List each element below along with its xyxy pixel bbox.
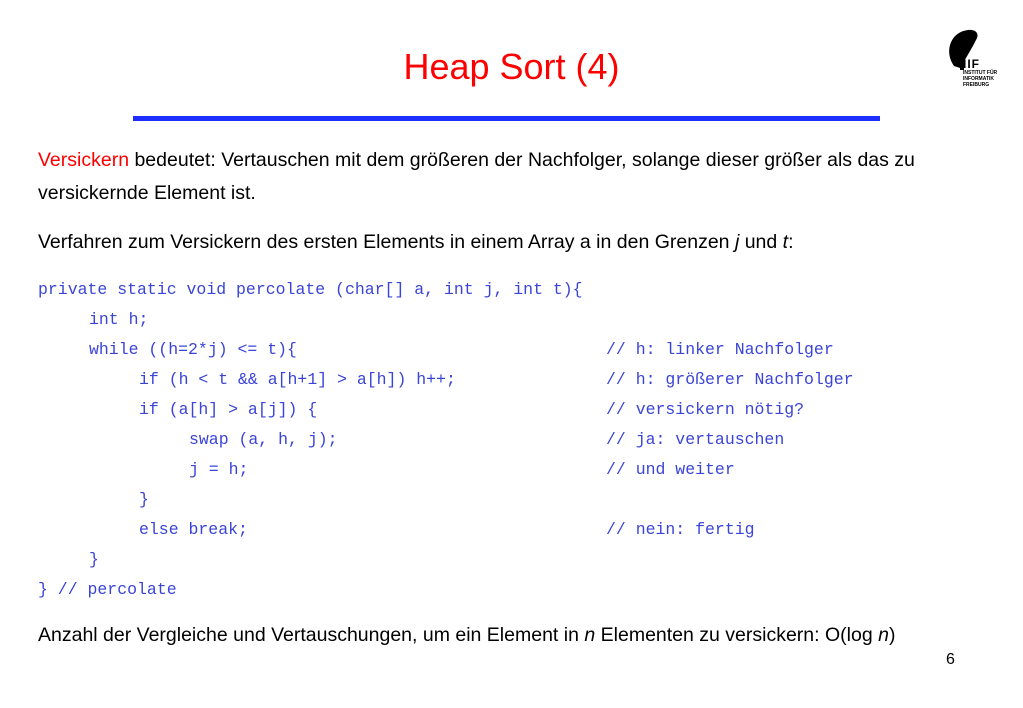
- complexity-text-1: Anzahl der Vergleiche und Vertauschungen, um ein Element in: [38, 624, 585, 646]
- procedure-text-1: Verfahren zum Versickern des ersten Elements in einem Array a in den Grenzen: [38, 231, 735, 253]
- code-line: if (h < t && a[h+1] > a[h]) h++;: [139, 370, 456, 389]
- complexity-text-3: ): [888, 624, 896, 646]
- page-number: 6: [946, 651, 955, 668]
- logo-line-1: INSTITUT FÜR: [963, 70, 998, 76]
- code-comment: // ja: vertauschen: [606, 430, 785, 449]
- code-comment: // und weiter: [606, 460, 735, 479]
- code-line: else break;: [139, 520, 248, 539]
- code-line: int h;: [89, 310, 149, 329]
- procedure-text-3: :: [788, 231, 794, 253]
- code-line: private static void percolate (char[] a, int j, int t){: [38, 280, 583, 299]
- definition-text: bedeutet: Vertauschen mit dem größeren der Nachfolger, solange dieser größer als das zu versickernde Element ist.: [38, 149, 915, 204]
- code-line: if (a[h] > a[j]) {: [139, 400, 318, 419]
- code-line: j = h;: [189, 460, 249, 479]
- code-line: swap (a, h, j);: [189, 430, 338, 449]
- logo-line-2: INFORMATIK: [963, 76, 995, 82]
- code-line: while ((h=2*j) <= t){: [89, 340, 297, 359]
- logo-text: [963, 58, 1003, 88]
- code-line: }: [89, 550, 99, 569]
- complexity-text-2: Elementen zu versickern: O(log: [595, 624, 879, 646]
- code-line: } // percolate: [38, 580, 177, 599]
- var-n: n: [878, 624, 889, 646]
- definition-paragraph: [38, 144, 958, 210]
- code-comment: // h: linker Nachfolger: [606, 340, 834, 359]
- var-n: n: [584, 624, 596, 646]
- versickern-term: Versickern: [38, 149, 130, 171]
- code-comment: // h: größerer Nachfolger: [606, 370, 854, 389]
- title-underline: [133, 116, 880, 121]
- var-t: t: [782, 231, 789, 253]
- code-comment: // versickern nötig?: [606, 400, 805, 419]
- logo-line-3: FREIBURG: [963, 82, 990, 88]
- var-j: j: [734, 231, 740, 253]
- code-comment: // nein: fertig: [606, 520, 755, 539]
- logo-mark: IIF: [963, 57, 980, 71]
- complexity-paragraph: [38, 619, 898, 652]
- code-block: [38, 275, 854, 617]
- procedure-text-2: und: [739, 231, 783, 253]
- procedure-paragraph: [38, 226, 958, 259]
- code-line: }: [139, 490, 149, 509]
- slide-title: Heap Sort (4): [403, 46, 620, 87]
